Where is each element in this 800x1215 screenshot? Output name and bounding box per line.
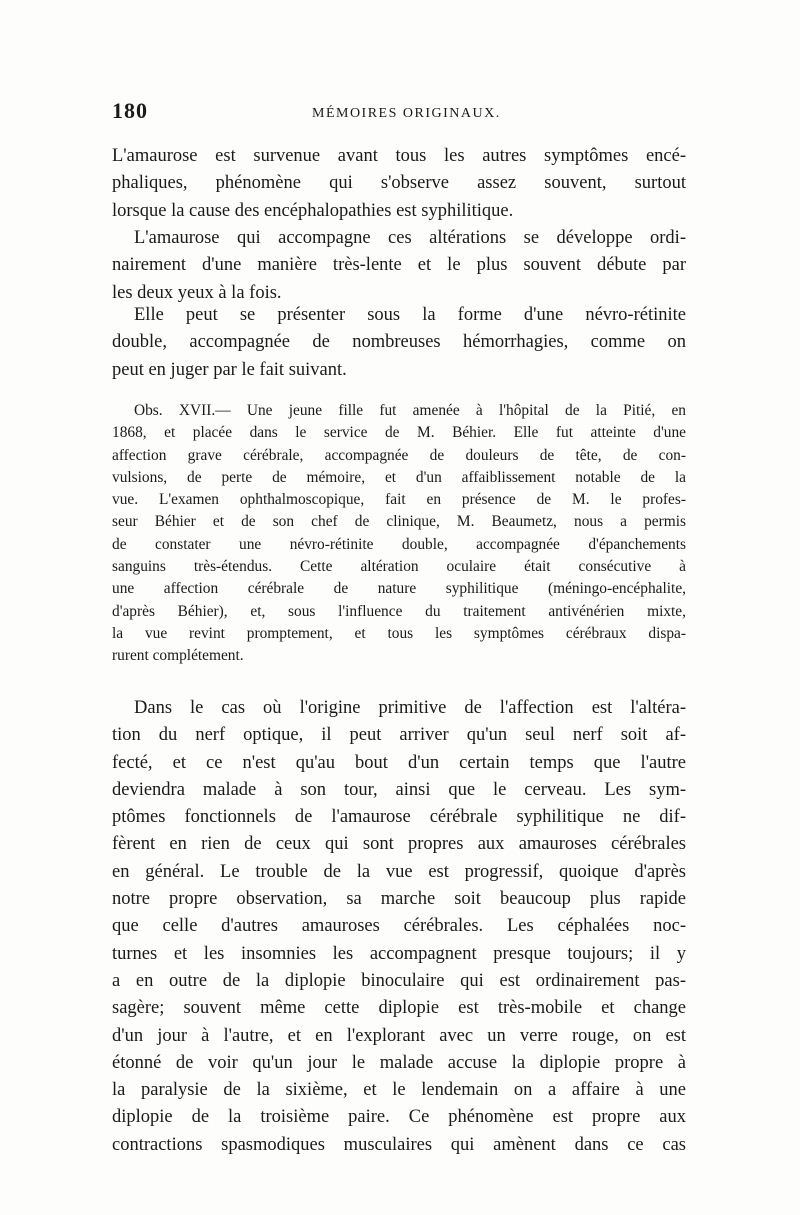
observation-block: [112, 400, 686, 668]
text-line: Elle peut se présenter sous la forme d'une névro-rétinite: [134, 305, 686, 325]
text-line: sanguins très-étendus. Cette altération oculaire était consécutive à: [112, 558, 686, 576]
text-line: que celle d'autres amauroses cérébrales. Les céphalées noc-: [112, 916, 686, 937]
text-line: peut en juger par le fait suivant.: [112, 359, 347, 380]
paragraph-4: [112, 695, 686, 1159]
text-line: d'après Béhier), et, sous l'influence du traitement antivénérien mixte,: [112, 602, 686, 620]
text-line: deviendra malade à son tour, ainsi que le cerveau. Les sym-: [112, 779, 686, 800]
text-line: les deux yeux à la fois.: [112, 282, 282, 303]
text-line: une affection cérébrale de nature syphilitique (méningo-encéphalite,: [112, 580, 686, 598]
text-line: L'amaurose est survenue avant tous les autres symptômes encé-: [112, 146, 686, 166]
text-line: seur Béhier et de son chef de clinique, M. Beaumetz, nous a permis: [112, 513, 686, 531]
running-head: [112, 98, 686, 128]
text-line: turnes et les insomnies les accompagnent presque toujours; il y: [112, 943, 686, 964]
text-line: la vue revint promptement, et tous les symptômes cérébraux dispa-: [112, 624, 686, 642]
text-line: d'un jour à l'autre, et en l'explorant avec un verre rouge, on est: [112, 1025, 686, 1046]
text-line: notre propre observation, sa marche soit beaucoup plus rapide: [112, 889, 686, 910]
text-line: 1868, et placée dans le service de M. Béhier. Elle fut atteinte d'une: [112, 424, 686, 442]
text-line: étonné de voir qu'un jour le malade accuse la diplopie propre à: [112, 1052, 686, 1073]
paragraph-2: [112, 225, 686, 307]
text-line: double, accompagnée de nombreuses hémorrhagies, comme on: [112, 332, 686, 353]
running-title: MÉMOIRES ORIGINAUX.: [312, 106, 501, 121]
page-number: 180: [112, 98, 148, 123]
text-line: vulsions, de perte de mémoire, et d'un affaiblissement notable de la: [112, 468, 686, 486]
text-line: sagère; souvent même cette diplopie est très-mobile et change: [112, 998, 686, 1019]
text-line: en général. Le trouble de la vue est progressif, quoique d'après: [112, 861, 686, 882]
text-line: phaliques, phénomène qui s'observe assez souvent, surtout: [112, 173, 686, 194]
text-line: la paralysie de la sixième, et le lendemain on a affaire à une: [112, 1080, 686, 1101]
text-line: tion du nerf optique, il peut arriver qu'un seul nerf soit af-: [112, 725, 686, 746]
text-line: affection grave cérébrale, accompagnée de douleurs de tête, de con-: [112, 446, 686, 464]
paragraph-3: [112, 302, 686, 384]
paragraph-1: [112, 143, 686, 225]
text-line: vue. L'examen ophthalmoscopique, fait en présence de M. le profes-: [112, 491, 686, 509]
text-line: a en outre de la diplopie binoculaire qui est ordinairement pas-: [112, 970, 686, 991]
text-line: nairement d'une manière très-lente et le plus souvent débute par: [112, 255, 686, 276]
text-line: ptômes fonctionnels de l'amaurose cérébrale syphilitique ne dif-: [112, 807, 686, 828]
text-line: fecté, et ce n'est qu'au bout d'un certain temps que l'autre: [112, 752, 686, 773]
text-line: rurent complétement.: [112, 647, 244, 665]
text-line: Obs. XVII.— Une jeune fille fut amenée à l'hôpital de la Pitié, en: [134, 402, 686, 419]
text-line: Dans le cas où l'origine primitive de l'affection est l'altéra-: [134, 698, 686, 718]
text-line: fèrent en rien de ceux qui sont propres aux amauroses cérébrales: [112, 834, 686, 855]
text-line: diplopie de la troisième paire. Ce phénomène est propre aux: [112, 1107, 686, 1128]
text-line: lorsque la cause des encéphalopathies est syphilitique.: [112, 200, 514, 221]
text-line: L'amaurose qui accompagne ces altérations se développe ordi-: [134, 228, 686, 248]
text-line: contractions spasmodiques musculaires qui amènent dans ce cas: [112, 1134, 686, 1155]
text-line: de constater une névro-rétinite double, accompagnée d'épanchements: [112, 535, 686, 553]
